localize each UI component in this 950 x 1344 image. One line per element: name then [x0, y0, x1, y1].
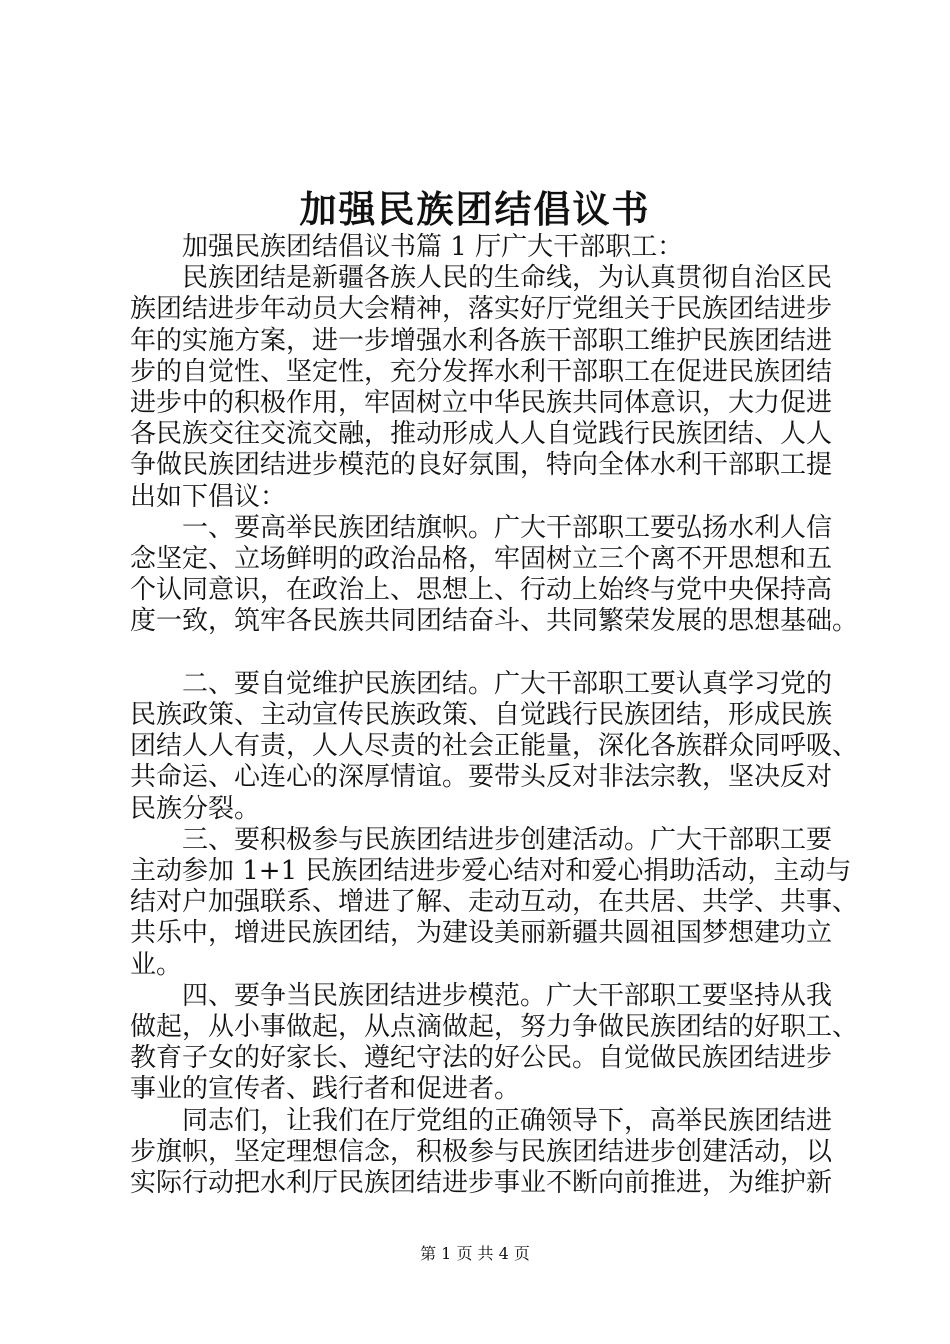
paragraph-line: 争做民族团结进步模范的良好氛围，特向全体水利干部职工提 [130, 450, 833, 481]
paragraph-line: 共乐中，增进民族团结，为建设美丽新疆共圆祖国梦想建功立 [130, 918, 833, 949]
paragraph-5 [130, 980, 859, 1106]
paragraph-line: 出如下倡议： [130, 481, 287, 512]
paragraph-line: 度一致，筑牢各民族共同团结奋斗、共同繁荣发展的思想基础。 [130, 606, 859, 637]
paragraph-line: 族团结进步年动员大会精神，落实好厅党组关于民族团结进步 [130, 294, 833, 325]
paragraph-line: 实际行动把水利厅民族团结进步事业不断向前推进，为维护新 [130, 1168, 833, 1199]
paragraph-4 [130, 824, 859, 981]
paragraph-line: 结对户加强联系、增进了解、走动互动，在共居、共学、共事、 [130, 887, 859, 918]
paragraph-line: 三、要积极参与民族团结进步创建活动。广大干部职工要 [182, 824, 833, 855]
paragraph-line: 二、要自觉维护民族团结。广大干部职工要认真学习党的 [182, 668, 833, 699]
blank-line [130, 638, 832, 669]
page-footer: 第 1 页 共 4 页 [420, 1244, 530, 1263]
paragraph-2 [130, 512, 859, 638]
paragraph-line: 步旗帜，坚定理想信念，积极参与民族团结进步创建活动，以 [130, 1136, 833, 1167]
document-title: 加强民族团结倡议书 [299, 187, 651, 231]
paragraph-line: 业。 [130, 949, 183, 980]
paragraph-line: 各民族交往交流交融，推动形成人人自觉践行民族团结、人人 [130, 419, 833, 450]
paragraph-line: 团结人人有责，人人尽责的社会正能量，深化各族群众同呼吸、 [130, 731, 859, 762]
paragraph-line: 年的实施方案，进一步增强水利各族干部职工维护民族团结进 [130, 325, 833, 356]
paragraph-line: 四、要争当民族团结进步模范。广大干部职工要坚持从我 [182, 980, 833, 1011]
paragraph-6 [130, 1106, 832, 1200]
paragraph-line: 主动参加 1+1 民族团结进步爱心结对和爱心捐助活动，主动与 [130, 856, 852, 887]
paragraph-line: 同志们，让我们在厅党组的正确领导下，高举民族团结进 [182, 1105, 833, 1136]
intro-line: 加强民族团结倡议书篇 1 厅广大干部职工： [182, 232, 684, 262]
paragraph-line: 教育子女的好家长、遵纪守法的好公民。自觉做民族团结进步 [130, 1043, 833, 1074]
paragraph-line: 民族政策、主动宣传民族政策、自觉践行民族团结，形成民族 [130, 700, 833, 731]
paragraph-line: 步的自觉性、坚定性，充分发挥水利干部职工在促进民族团结 [130, 356, 833, 387]
paragraph-line: 念坚定、立场鲜明的政治品格，牢固树立三个离不开思想和五 [130, 544, 833, 575]
paragraph-3 [130, 668, 859, 825]
paragraph-line: 一、要高举民族团结旗帜。广大干部职工要弘扬水利人信 [182, 512, 833, 543]
document-body [130, 232, 859, 1199]
paragraph-1 [130, 263, 832, 513]
paragraph-line: 民族团结是新疆各族人民的生命线，为认真贯彻自治区民 [182, 263, 833, 294]
paragraph-line: 共命运、心连心的深厚情谊。要带头反对非法宗教，坚决反对 [130, 762, 833, 793]
paragraph-line: 做起，从小事做起，从点滴做起，努力争做民族团结的好职工、 [130, 1012, 859, 1043]
paragraph-line: 个认同意识，在政治上、思想上、行动上始终与党中央保持高 [130, 575, 833, 606]
paragraph-line: 事业的宣传者、践行者和促进者。 [130, 1074, 521, 1105]
paragraph-line: 民族分裂。 [130, 793, 261, 824]
paragraph-line: 进步中的积极作用，牢固树立中华民族共同体意识，大力促进 [130, 388, 833, 419]
